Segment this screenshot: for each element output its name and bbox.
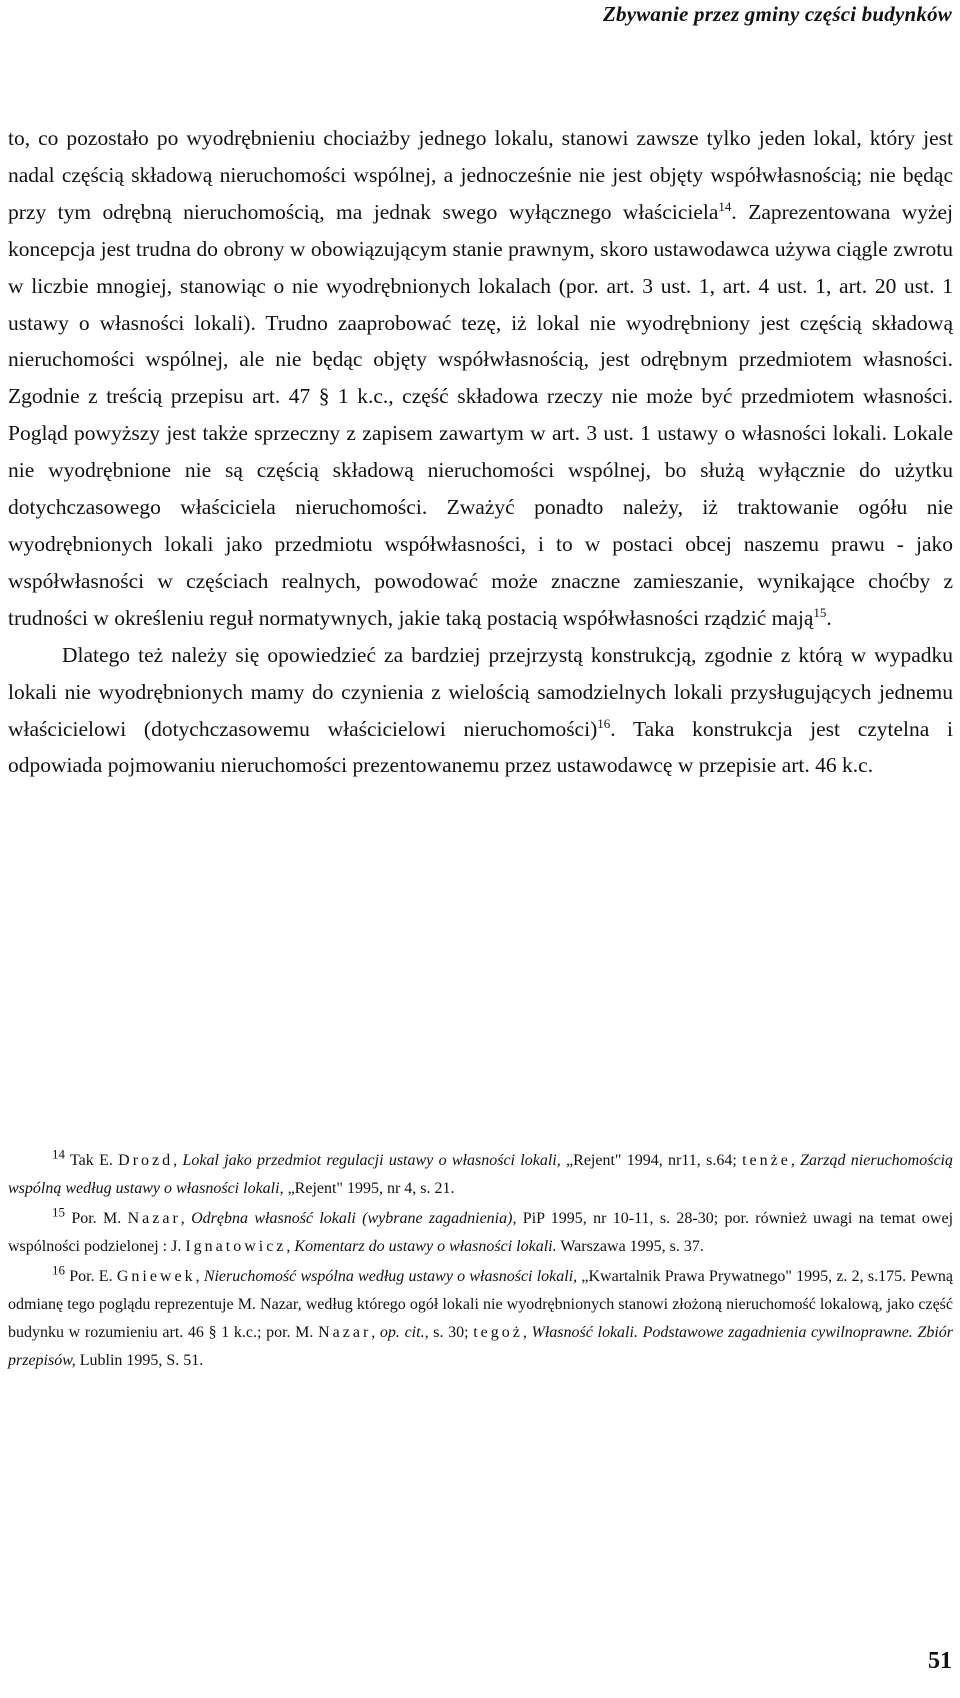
text-run: ,: [286, 1238, 295, 1255]
italic-title: Zarząd nieruchomością wspólną według ustawy o własności lokali,: [8, 1152, 953, 1197]
text-run: „Rejent" 1994, nr11, s.64;: [560, 1152, 743, 1169]
text-run: Por. E.: [65, 1268, 117, 1285]
italic-title: Lokal jako przedmiot regulacji ustawy o własności lokali,: [182, 1152, 561, 1169]
author-name: Nazar: [127, 1210, 181, 1227]
main-text: [8, 120, 953, 784]
footnote-ref: 16: [52, 1262, 65, 1278]
author-name: Ignatowicz: [185, 1238, 287, 1255]
text-run: Tak E.: [65, 1152, 119, 1169]
author-name: Gniewek: [116, 1268, 196, 1285]
text-run: . Taka konstrukcja jest czytelna i odpowiada pojmowaniu nieruchomości prezentowanemu przez ustawodawcę w przepisie art. 46 k.c.: [8, 716, 953, 778]
paragraph-1: [8, 120, 953, 637]
text-run: .: [826, 605, 832, 630]
footnote-ref: 16: [597, 715, 611, 731]
text-run: ,: [790, 1152, 801, 1169]
text-run: ,: [180, 1210, 192, 1227]
footnote-3: [8, 1263, 953, 1375]
text-run: s. 30;: [428, 1324, 474, 1341]
footnotes: [8, 1147, 953, 1375]
running-header: Zbywanie przez gminy części budynków: [602, 2, 952, 26]
page-number: 51: [928, 1648, 952, 1674]
footnote-ref: 14: [52, 1146, 65, 1162]
text-run: ,: [173, 1152, 183, 1169]
footnote-ref: 15: [813, 604, 827, 620]
footnote-ref: 15: [52, 1204, 65, 1220]
italic-title: Odrębna własność lokali (wybrane zagadnienia),: [191, 1210, 517, 1227]
text-run: Warszawa 1995, s. 37.: [556, 1238, 704, 1255]
text-run: PiP 1995, nr 10-11, s. 28-30; por. również uwagi na temat owej wspólności podzielonej : J.: [8, 1210, 954, 1255]
text-run: Lublin 1995, S. 51.: [75, 1352, 204, 1369]
footnote-ref: 14: [718, 198, 732, 214]
text-run: Dlatego też należy się opowiedzieć za bardziej przejrzystą konstrukcją, zgodnie z którą w wypadku lokali nie wyodrębnionych mamy do czynienia z wielością samodzielnych lokali przysługujących jednemu właścicielowi (dotychczasowemu właścicielowi nieruchomości): [8, 642, 953, 741]
author-name: tegoż: [473, 1324, 523, 1341]
footnote-2: [8, 1205, 953, 1261]
text-run: . Zaprezentowana wyżej koncepcja jest trudna do obrony w obowiązującym stanie prawnym, skoro ustawodawca używa ciągle zwrotu w liczbie mnogiej, stanowiąc o nie wyodrębnionych lokalach (por. art. 3 ust. 1, art. 4 ust. 1, art. 20 ust. 1 ustawy o własności lokali). Trudno zaaprobować tezę, iż lokal nie wyodrębniony jest częścią składową nieruchomości wspólnej, ale nie będąc objęty współwłasnością, jest odrębnym przedmiotem własności. Zgodnie z treścią przepisu art. 47 § 1 k.c., część składowa rzeczy nie może być przedmiotem własności. Pogląd powyższy jest także sprzeczny z zapisem zawartym w art. 3 ust. 1 ustawy o własności lokali. Lokale nie wyodrębnione nie są częścią składową nieruchomości wspólnej, bo służą wyłącznie do użytku dotychczasowego właściciela nieruchomości. Zważyć ponadto należy, iż traktowanie ogółu nie wyodrębnionych lokali jako przedmiotu współwłasności, i to w postaci obcej naszemu prawu - jako współwłasności w częściach realnych, powodować może znaczne zamieszanie, wynikające choćby z trudności w określeniu reguł normatywnych, jakie taką postacią współwłasności rządzić mają: [8, 199, 953, 630]
text-run: ,: [522, 1324, 532, 1341]
italic-title: op. cit.,: [379, 1324, 429, 1341]
italic-title: Nieruchomość wspólna według ustawy o własności lokali,: [203, 1268, 578, 1285]
text-run: to, co pozostało po wyodrębnieniu chociażby jednego lokalu, stanowi zawsze tylko jeden lokal, który jest nadal częścią składową nieruchomości wspólnej, a jednocześnie nie jest objęty współwłasnością; nie będąc przy tym odrębną nieruchomością, ma jednak swego wyłącznego właściciela: [8, 126, 953, 224]
text-run: „Kwartalnik Prawa Prywatnego" 1995, z. 2, s.175. Pewną odmianę tego poglądu reprezentuje M. Nazar, według którego ogół lokali nie wyodrębnionych stanowi złożoną nieruchomość lokalową, jako część budynku w rozumieniu art. 46 § 1 k.c.; por. M.: [8, 1268, 953, 1341]
author-name: Nazar: [318, 1324, 372, 1341]
text-run: Por. M.: [65, 1210, 128, 1227]
footnote-1: [8, 1147, 953, 1203]
text-run: ,: [371, 1324, 380, 1341]
italic-title: Komentarz do ustawy o własności lokali.: [294, 1238, 557, 1255]
author-name: tenże: [742, 1152, 791, 1169]
author-name: Drozd: [118, 1152, 174, 1169]
text-run: ,: [195, 1268, 204, 1285]
paragraph-2: [8, 637, 953, 785]
text-run: „Rejent" 1995, nr 4, s. 21.: [283, 1180, 455, 1197]
italic-title: Własność lokali. Podstawowe zagadnienia cywilnoprawne. Zbiór przepisów,: [8, 1324, 954, 1369]
